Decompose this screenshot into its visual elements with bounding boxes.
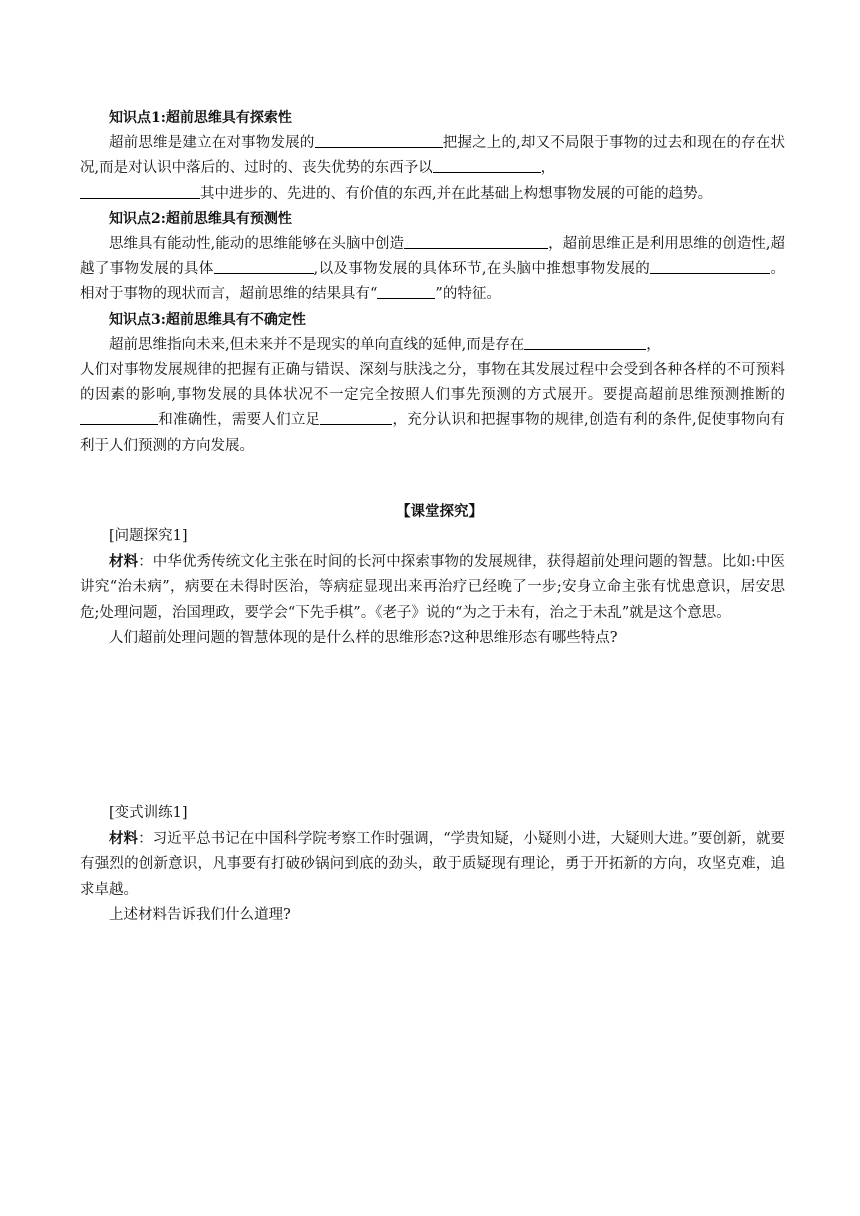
- knowledge-point-2-paragraph: 思维具有能动性,能动的思维能够在头脑中创造 ，超前思维正是利用思维的创造性,超越了事物发展的具体 ,以及事物发展的具体环节,在头脑中推想事物发展的 。相对于事物的现状而言，超前思维的结果具有“ ”的特征。: [80, 236, 786, 303]
- variant-training-1-material: 材料：习近平总书记在中国科学院考察工作时强调，“学贵知疑，小疑则小进，大疑则大进。”要创新，就要有强烈的创新意识，凡事要有打破砂锅问到底的劲头，敢于质疑现有理论，勇于开拓新的方向，攻坚克难，追求卓越。: [80, 830, 785, 898]
- knowledge-point-3-heading: 知识点3:超前思维具有不确定性: [109, 311, 306, 328]
- fill-blank[interactable]: [320, 410, 392, 425]
- knowledge-point-1-heading: 知识点1:超前思维具有探索性: [109, 110, 292, 126]
- fill-blank[interactable]: [650, 259, 770, 274]
- variant-training-1-question: 上述材料告诉我们什么道理?: [109, 906, 291, 923]
- question-explore-1-label: [问题探究1]: [109, 528, 188, 545]
- knowledge-point-3-paragraph: 人们对事物发展规律的把握有正确与错误、深刻与肤浅之分，事物在其发展过程中会受到各种各样的不可预料的因素的影响,事物发展的具体状况不一定完全按照人们事先预测的方式展开。要提高超前思维预测推断的和准确性，需要人们立足 ，充分认识和把握事物的规律,创造有利的条件,促使事物向有利于人们预测的方向发展。: [80, 362, 786, 454]
- knowledge-point-2-heading: 知识点2:超前思维具有预测性: [109, 210, 292, 227]
- knowledge-point-1-continuation: 其中进步的、先进的、有价值的东西,并在此基础上构想事物发展的可能的趋势。: [80, 182, 785, 207]
- fill-blank[interactable]: [524, 335, 646, 350]
- fill-blank[interactable]: [315, 133, 443, 148]
- fill-blank[interactable]: [214, 259, 314, 274]
- fill-blank[interactable]: [80, 410, 158, 425]
- fill-blank[interactable]: [377, 284, 435, 299]
- fill-blank[interactable]: [80, 184, 200, 199]
- fill-blank[interactable]: [433, 158, 541, 173]
- document-content: [80, 106, 785, 928]
- section-title: 【课堂探究】: [396, 502, 483, 520]
- fill-blank[interactable]: [404, 234, 548, 249]
- variant-training-1-label: [变式训练1]: [109, 805, 188, 822]
- question-explore-1-question: 人们超前处理问题的智慧体现的是什么样的思维形态?这种思维形态有哪些特点?: [109, 629, 618, 646]
- question-explore-1-material: 材料：中华优秀传统文化主张在时间的长河中探索事物的发展规律，获得超前处理问题的智慧。比如:中医讲究“治未病”，病要在未得时医治，等病症显现出来再治疗已经晚了一步;安身立命主张有忧患意识，居安思危;处理问题，治国理政，要学会“下先手棋”。《老子》说的“为之于未有，治之于未乱”就是这个意思。: [80, 553, 785, 621]
- answer-space[interactable]: [80, 651, 785, 801]
- knowledge-point-3-line-1: 超前思维指向未来,但未来并不是现实的单向直线的延伸,而是存在 ，: [109, 336, 661, 353]
- knowledge-point-1-paragraph: 超前思维是建立在对事物发展的 把握之上的,却又不局限于事物的过去和现在的存在状况,而是对认识中落后的、过时的、丧失优势的东西予以 ，: [80, 135, 786, 177]
